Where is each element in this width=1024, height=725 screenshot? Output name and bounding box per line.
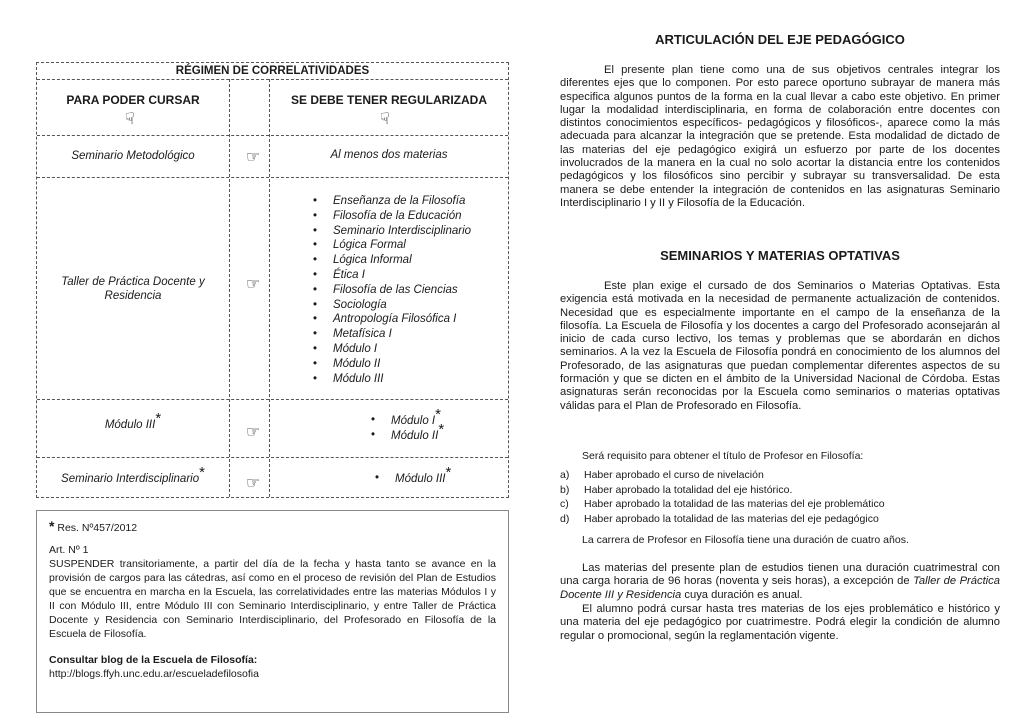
divider: [37, 457, 508, 458]
divider: [37, 399, 508, 400]
blog-title: Consultar blog de la Escuela de Filosofía:: [49, 654, 258, 666]
requisito-intro-text: Será requisito para obtener el título de Profesor en Filosofía:: [582, 450, 864, 462]
list-item: • Antropología Filosófica I: [309, 312, 471, 327]
duracion-text: [560, 534, 1000, 547]
divider: [269, 79, 270, 497]
list-item-text: Haber aprobado la totalidad de las materias del eje pedagógico: [584, 512, 879, 525]
asterisk-icon: *: [49, 518, 55, 534]
pointing-hand-icon: ☞: [245, 473, 261, 492]
row-seminario-metodologico-right: Al menos dos materias: [330, 149, 448, 161]
row-seminario-metodologico-left: Seminario Metodológico: [71, 150, 195, 162]
list-item: • Módulo II: [309, 357, 471, 372]
list-letter: c): [560, 498, 569, 510]
requisito-intro: [560, 450, 1000, 463]
asterisk-icon: *: [155, 410, 162, 427]
resolution-ref: [49, 519, 496, 535]
pointing-hand-icon: ☞: [245, 274, 261, 293]
blog-link[interactable]: http://blogs.ffyh.unc.edu.ar/escueladefilosofia: [49, 668, 259, 680]
modulo-iii-requirements-list: [365, 406, 445, 443]
divider: [37, 177, 508, 178]
section-body-seminarios-text: Este plan exige el cursado de dos Seminarios o Materias Optativas. Esta exigencia está motivada en la necesidad de permanente actualización de contenidos. Necesidad que es especialmente importante en el campo de la enseñanza de la filosofía. La Escuela de Filosofía y los docentes a cargo del Profesorado aconsejarán al inicio de cada curso lectivo, los temas y problemas que se abordarán en dichos seminarios. A la vez la Escuela de Filosofía pondrá en conocimiento de los alumnos del Profesorado, de las asignaturas que puedan complementar diferentes aspectos de su formación y que se dicten en el ámbito de la Universidad Nacional de Córdoba. Estas asignaturas serán reconocidas por la Escuela como seminarios o materias optativas válidas para el Plan de Profesorado en Filosofía.: [560, 280, 1000, 412]
list-item: • Filosofía de la Educación: [309, 209, 471, 224]
list-item: • Metafísica I: [309, 327, 471, 342]
alumno-text-content: El alumno podrá cursar hasta tres materias de los ejes problemático e histórico y una materia del eje pedagógico por cuatrimestre. Podrá elegir la condición de alumno regular o promocional, según la reglamentación vigente.: [560, 603, 1000, 642]
col-header-para-poder-cursar: PARA PODER CURSAR: [66, 93, 200, 107]
row-modulo-iii-left: [37, 410, 229, 432]
list-item: [560, 468, 885, 483]
list-item: [560, 512, 885, 527]
divider: [229, 79, 230, 497]
list-item-text: Haber aprobado la totalidad del eje histórico.: [584, 483, 793, 496]
section-title-articulacion: ARTICULACIÓN DEL EJE PEDAGÓGICO: [655, 32, 905, 47]
asterisk-icon: *: [438, 421, 445, 438]
alumno-text: [560, 603, 1000, 643]
list-item: • Módulo I: [309, 342, 471, 357]
list-item: • Lógica Informal: [309, 253, 471, 268]
list-item: • Ética I: [309, 268, 471, 283]
asterisk-icon: *: [199, 464, 205, 481]
taller-requirements-list: [309, 194, 471, 386]
list-item: [560, 483, 885, 498]
seminario-requirements-list: [369, 464, 452, 486]
list-letter: b): [560, 483, 570, 496]
list-item: • Sociología: [309, 298, 471, 313]
list-item: • Filosofía de las Ciencias: [309, 283, 471, 298]
pointing-hand-icon: ☞: [245, 422, 261, 441]
resolution-box: [36, 510, 509, 713]
cuatrimestral-text: [560, 562, 1000, 602]
section-body-articulacion-text: El presente plan tiene como una de sus objetivos centrales integrar los diferentes ejes que lo componen. Por esto parece oportuno subrayar de manera más especifica algunos puntos de la forma en la cual llevar a cabo este objetivo. En primer lugar la modalidad interdisciplinaria, en forma de colaboración entre docentes con distintos conocimientos específicos- pedagógicos y filosóficos-, aparece como la más adecuada para alcanzar la integración que se pretende. Esta modalidad de dictado de las materias del eje pedagógico exigirá un esfuerzo por parte de los docentes involucrados de la manera en la cual no solo acortar la distancia entre los contenidos pedagógicos y los filosóficos sino percibir y subrayar su transversalidad. De esta manera se debe entender la integración de contenidos en las asignaturas Seminario Interdisciplinario I y II y Filosofía de la Educación.: [560, 64, 1000, 209]
row-taller-left: Taller de Práctica Docente y Residencia: [61, 276, 205, 302]
cuatrimestral-part-a: Las materias del presente plan de estudios tienen una duración cuatrimestral con una carga horaria de 96 horas (noventa y seis horas), a excepción de: [560, 562, 1000, 588]
asterisk-icon: *: [445, 464, 452, 481]
list-item-text: Haber aprobado la totalidad de las materias del eje problemático: [584, 498, 885, 510]
row-seminario-interdisciplinario-left: [37, 464, 229, 486]
list-item: • Módulo III: [309, 372, 471, 387]
asterisk-icon: *: [435, 406, 441, 423]
row-modulo-iii-label: Módulo III: [104, 419, 156, 431]
resolution-article: Art. Nº 1: [49, 544, 89, 556]
requisitos-list: [560, 468, 885, 526]
bullet-icon: •: [375, 472, 380, 484]
bullet-icon: •: [371, 429, 376, 441]
cuatrimestral-italic: Taller de Práctica Docente III y Residencia: [560, 575, 1000, 601]
list-letter: d): [560, 512, 570, 525]
list-item-label: Módulo III: [395, 473, 446, 485]
list-item: • Seminario Interdisciplinario: [309, 224, 471, 239]
list-item: [365, 421, 445, 443]
section-body-articulacion: [560, 64, 1000, 210]
row-seminario-label: Seminario Interdisciplinario: [61, 473, 200, 485]
table-title: RÉGIMEN DE CORRELATIVIDADES: [175, 65, 370, 77]
correlatividades-table: [36, 62, 509, 498]
divider: [37, 79, 508, 80]
list-item-label: Módulo II: [391, 430, 439, 442]
duracion-text-content: La carrera de Profesor en Filosofía tiene una duración de cuatro años.: [582, 534, 909, 546]
section-body-seminarios: [560, 280, 1000, 413]
cuatrimestral-part-b: cuya duración es anual.: [681, 588, 803, 601]
resolution-body: SUSPENDER transitoriamente, a partir del día de la fecha y hasta tanto se avance en la provisión de cargos para las cátedras, así como en el proceso de revisión del Plan de Estudios que se encuentra en marcha en la Escuela, las correlatividades entre las materias Módulos I y II con Módulo III, entre Módulo III con Seminario Interdisciplinario, y entre Taller de Práctica Docente y Residencia con Seminario Interdisciplinario, del Profesorado en Filosofía de la Escuela de Filosofía.: [49, 558, 496, 640]
hand-down-icon: ☟: [125, 109, 135, 128]
pointing-hand-icon: ☞: [245, 147, 261, 166]
section-title-seminarios: SEMINARIOS Y MATERIAS OPTATIVAS: [660, 248, 900, 263]
bullet-icon: •: [371, 414, 376, 426]
list-item-label: Módulo I: [391, 415, 436, 427]
list-item: [560, 497, 885, 512]
list-item: • Enseñanza de la Filosofía: [309, 194, 471, 209]
hand-down-icon: ☟: [380, 109, 390, 128]
list-letter: a): [560, 469, 570, 481]
list-item-text: Haber aprobado el curso de nivelación: [584, 469, 764, 481]
list-item: • Lógica Formal: [309, 238, 471, 253]
divider: [37, 135, 508, 136]
col-header-se-debe-tener: SE DEBE TENER REGULARIZADA: [290, 93, 487, 107]
resolution-ref-text: Res. Nº457/2012: [57, 522, 138, 534]
list-item: [365, 406, 444, 428]
